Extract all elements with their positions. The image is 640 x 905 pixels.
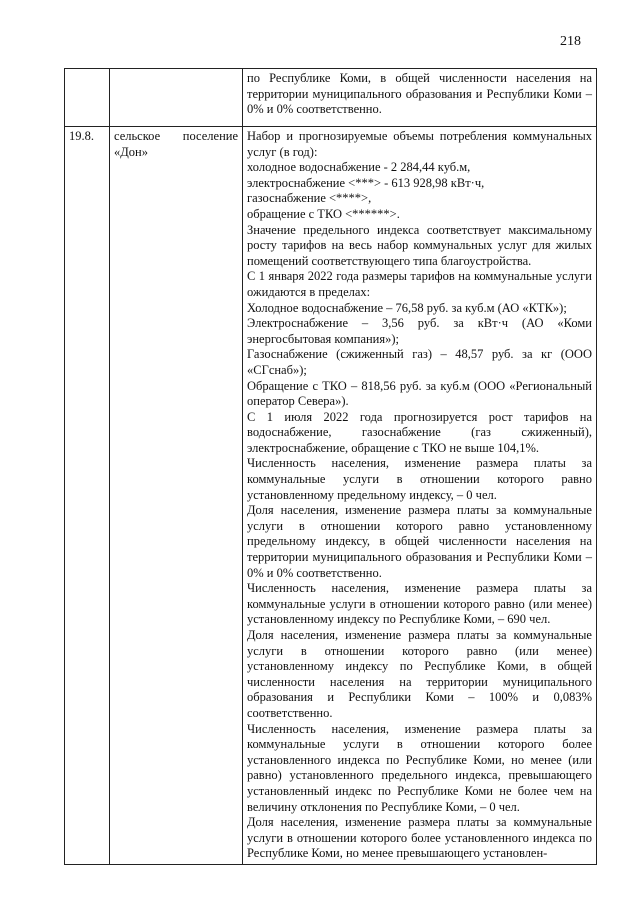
tariff-item: Холодное водоснабжение – 76,58 руб. за куб.м (АО «КТК»); — [247, 300, 567, 315]
paragraph: С 1 января 2022 года размеры тарифов на коммунальные услуги ожидаются в пределах: — [247, 269, 592, 299]
description-cell — [243, 69, 597, 127]
paragraph: Численность населения, изменение размера платы за коммунальные услуги в отношении которого равно (или менее) установленному индексу по Республике Коми, – 690 чел. — [247, 581, 592, 627]
consumption-item: холодное водоснабжение - 2 284,44 куб.м, — [247, 160, 471, 175]
paragraph: Численность населения, изменение размера платы за коммунальные услуги в отношении которого равно установленному предельному индексу, – 0 чел. — [247, 456, 592, 502]
table-row — [65, 69, 597, 127]
settlement-cell — [110, 127, 243, 865]
consumption-item: электроснабжение <***> - 613 928,98 кВт·ч, — [247, 175, 485, 190]
tariff-item: Электроснабжение – 3,56 руб. за кВт·ч (АО «Коми энергосбытовая компания»); — [247, 316, 592, 346]
description-cell — [243, 127, 597, 865]
tariff-item: Газоснабжение (сжиженный газ) – 48,57 руб. за кг (ООО «СГснаб»); — [247, 347, 592, 377]
consumption-item: газоснабжение <****>, — [247, 191, 372, 206]
paragraph: С 1 июля 2022 года прогнозируется рост тарифов на водоснабжение, газоснабжение (газ сжиженный), электроснабжение, обращение с ТКО не выше 104,1%. — [247, 409, 592, 455]
consumption-item: обращение с ТКО <******>. — [247, 206, 400, 221]
paragraph: Доля населения, изменение размера платы за коммунальные услуги в отношении которого равно установленному предельному индексу, в общей численности населения на территории муниципального образования и Республики Коми – 0% и 0% соответственно. — [247, 503, 592, 580]
tariff-table — [64, 68, 597, 865]
paragraph: Набор и прогнозируемые объемы потребления коммунальных услуг (в год): — [247, 129, 592, 159]
settlement-title: «Дон» — [114, 144, 148, 159]
tariff-item: Обращение с ТКО – 818,56 руб. за куб.м (ООО «Региональный оператор Севера»). — [247, 378, 592, 409]
row-number-cell: 19.8. — [65, 127, 110, 865]
paragraph: по Республике Коми, в общей численности населения на территории муниципального образования и Республики Коми – 0% и 0% соответственно. — [247, 71, 592, 117]
page-number: 218 — [560, 34, 581, 49]
settlement-name — [114, 129, 238, 160]
paragraph: Доля населения, изменение размера платы за коммунальные услуги в отношении которого более установленного индекса по Республике Коми, но менее превышающего установлен- — [247, 815, 592, 861]
settlement-type: сельское поселение — [114, 129, 238, 143]
settlement-cell — [110, 69, 243, 127]
paragraph: Значение предельного индекса соответствует максимальному росту тарифов на весь набор коммунальных услуг для жилых помещений соответствующего типа благоустройства. — [247, 222, 592, 268]
paragraph: Доля населения, изменение размера платы за коммунальные услуги в отношении которого равно (или менее) установленному индексу по Республике Коми, в общей численности населения на территории муниципального образования и Республики Коми – 100% и 0,083% соответственно. — [247, 628, 592, 720]
row-number-cell — [65, 69, 110, 127]
paragraph: Численность населения, изменение размера платы за коммунальные услуги в отношении которого более установленного индекса по Республике Коми, но менее (или равно) установленного предельного индекса, превышающего установленный индекс по Республике Коми не более чем на величину отклонения по Республике Коми, – 0 чел. — [247, 721, 592, 814]
table-row — [65, 127, 597, 865]
